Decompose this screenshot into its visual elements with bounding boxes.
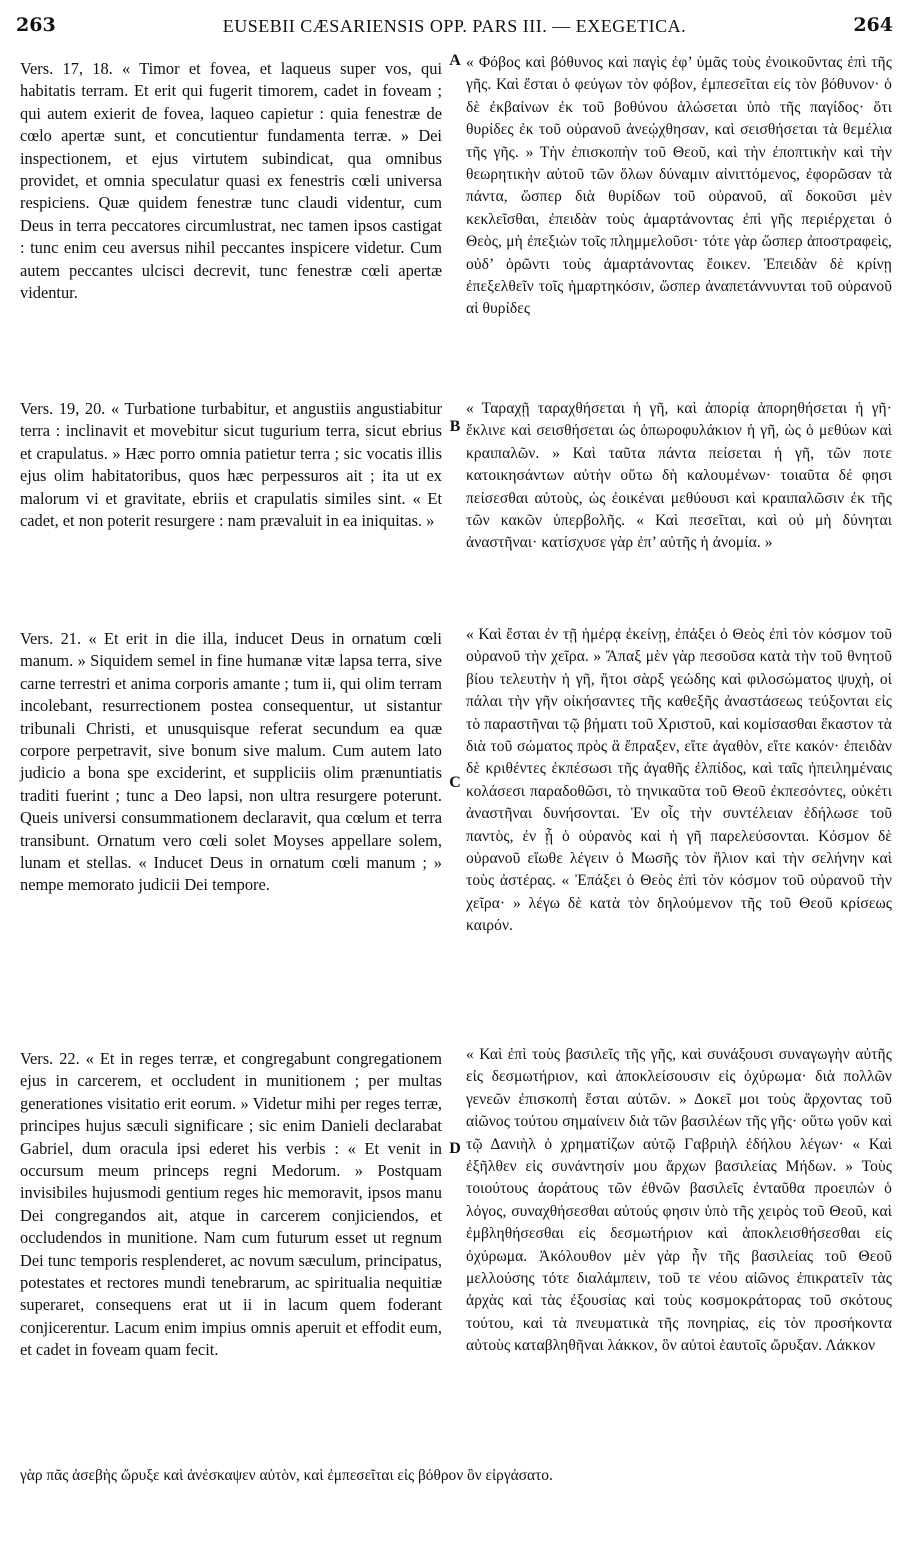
margin-marker-a: A	[449, 52, 461, 69]
latin-paragraph-vers-22: Vers. 22. « Et in reges terræ, et congregabunt congregationem ejus in carcerem, et occludent in munitionem ; per multas generationes visitatio erit eorum. » Videtur mihi per reges terræ, principes hujus sæculi significare ; sic enim Danieli declarabat Gabriel, dum oracula ipsi ederet his verbis : « Et venit in occursum meum princeps regni Medorum. » Postquam invisibiles hujusmodi gentium reges hic memoravit, ipsos manu Dei congregandos ait, atque in carcerem conjiciendos, et occludendos in munitione. Nam cum futurum esset ut regnum Dei tunc temporis resplenderet, ac novum sæculum, principatus, potestates et rectores mundi tenebrarum, ac spiritualia nequitiæ superaret, consequens erat ut ii in lacum quem foderant conjicerentur. Lacum enim impius omnis aperuit et effodit eum, et cadet in foveam quam fecit.	[20, 1049, 442, 1360]
greek-paragraph-4: « Καὶ ἐπὶ τοὺς βασιλεῖς τῆς γῆς, καὶ συνάξουσι συναγωγὴν αὐτῆς εἰς δεσμωτήριον, καὶ ἀποκλείσουσιν εἰς ὀχύρωμα· διὰ πολλῶν γενεῶν ἐπισκοπὴ ἔσται αὐτῶν. » Δοκεῖ μοι τοὺς ἄρχοντας τοῦ αἰῶνος τούτου σημαίνειν διὰ τῶν βασιλέων τῆς γῆς· οὕτω γοῦν καὶ τῷ Δανιὴλ ὁ χρηματίζων αὐτῷ Γαβριὴλ ἐδήλου λέγων· « Καὶ ἐξῆλθεν εἰς συνάντησίν μου ἄρχων βασιλείας Μήδων. » Τοὺς τοιούτους ἀοράτους τῶν ἐθνῶν βασιλεῖς ἐνταῦθα προειπὼν ὁ λόγος, συναχθήσεσθαι αὐτούς φησιν ὑπὸ τῆς χειρὸς τοῦ Θεοῦ, καὶ ἐμβληθήσεσθαι εἰς δεσμωτήριον καὶ ἀποκλεισθήσεσθαι εἰς ὀχύρωμα. Ἀκόλουθον μὲν γὰρ ἦν τῆς βασιλείας τοῦ Θεοῦ μελλούσης τότε διαλάμπειν, τοῦ τε νέου αἰῶνος ἐπικρατεῖν τὰς ἀρχὰς καὶ τὰς ἐξουσίας καὶ τοὺς κοσμοκράτορας τοῦ σκότους τούτου, καὶ τὰ πνευματικὰ τῆς πονηρίας, εἰς τὸν προσήκοντα αὐτοὺς καταβληθῆναι λάκκον, ὃν αὐτοὶ ἑαυτοῖς ὤρυξαν. Λάκκον	[466, 1046, 892, 1355]
page-number-left: 263	[16, 14, 56, 36]
running-header	[16, 10, 893, 44]
margin-marker-c: C	[449, 774, 461, 791]
running-title: EUSEBII CÆSARIENSIS OPP. PARS III. — EXEGETICA.	[222, 16, 687, 36]
greek-paragraph-2: « Ταραχῇ ταραχθήσεται ἡ γῆ, καὶ ἀπορίᾳ ἀπορηθήσεται ἡ γῆ· ἔκλινε καὶ σεισθήσεται ὡς ὀπωροφυλάκιον ἡ γῆ, ὡς ὁ μεθύων καὶ κραιπαλῶν. » Καὶ ταῦτα πάντα πείσεται ἡ γῆ, τῶν ποτε κατοικησάντων αὐτὴν οὕτω δὴ καλουμένων· τοιαῦτα δέ φησι πείσεσθαι αὐτοὺς, ὡς ἐοικέναι μεθύουσι καὶ κραιπαλῶσιν ἐκ τῆς τῶν κακῶν ὑπερβολῆς. « Καὶ πεσεῖται, καὶ οὐ μὴ δύνηται ἀναστῆναι· κατίσχυσε γὰρ ἐπ’ αὐτῆς ἡ ἀνομία. »	[466, 400, 892, 552]
page-number-right: 264	[853, 14, 893, 36]
latin-paragraph-vers-19-20: Vers. 19, 20. « Turbatione turbabitur, et angustiis angustiabitur terra : inclinavit et movebitur sicut tugurium terra, sicut ebrius et crapulatus. » Hæc porro omnia patietur terra ; sic vocatis illis ejus olim habitatoribus, quos hæc perpessuros ait ; ita ut ex malorum vi et gravitate, ebriis et crapulatis similes sint. « Et cadet, et non poterit resurgere : nam prævaluit in ea iniquitas. »	[20, 399, 442, 531]
margin-marker-d: D	[449, 1140, 461, 1157]
latin-paragraph-vers-21: Vers. 21. « Et erit in die illa, inducet Deus in ornatum cœli manum. » Siquidem semel in fine humanæ vitæ lapsa terra, sive carne terrestri et anima corporis amante ; tum ii, qui olim terram incolebant, resurrectionem postea consequentur, ut sistantur tribunali Christi, et unusquisque referat secundum ea quæ corpore perpetravit, sive bonum sive malum. Cum autem lato judicio a bona spe exciderint, et suppliciis olim prænuntiatis traditi fuerint ; tunc a Deo lapsi, non ultra resurgere poterunt. Queis universi consummationem declaravit, qua cœlum et terra transibunt. Ornatum vero cœli solet Moyses appellare solem, lunam et stellas. « Inducet Deus in ornatum cœli manum ; » nempe memorato judicii Dei tempore.	[20, 629, 442, 895]
latin-paragraph-vers-17-18: Vers. 17, 18. « Timor et fovea, et laqueus super vos, qui habitatis terram. Et erit qui fugerit timorem, cadet in foveam ; qui autem exierit de fovea, laqueo capietur : quia fenestræ de cœlo apertæ sunt, et concutientur fundamenta terræ. » Dei inspectionem, et ejus virtutem subindicat, qua omnibus providet, et omnia speculatur quasi ex fenestris cœli universa respiciens. Quæ quidem fenestræ tunc claudi videntur, cum Deus in terra peccatores circumlustrat, nec tamen ipsos castigat : tunc enim ceu aversus nihil peccantes inspicere videtur. Cum autem peccantes ulcisci decrevit, tunc fenestræ cœli apertæ videntur.	[20, 59, 442, 303]
greek-paragraph-1: « Φόβος καὶ βόθυνος καὶ παγὶς ἐφ’ ὑμᾶς τοὺς ἐνοικοῦντας ἐπὶ τῆς γῆς. Καὶ ἔσται ὁ φεύγων τὸν φόβον, ἐμπεσεῖται εἰς τὸν βόθυνον· ὁ δὲ ἐκβαίνων ἐκ τοῦ βοθύνου ἁλώσεται ὑπὸ τῆς παγίδος· ὅτι θυρίδες ἐκ τοῦ οὐρανοῦ ἀνεῴχθησαν, καὶ σεισθήσεται τὰ θεμέλια τῆς γῆς. » Τὴν ἐπισκοπὴν τοῦ Θεοῦ, καὶ τὴν ἐποπτικὴν καὶ τὴν θεωρητικὴν αὐτοῦ τῶν ὅλων δύναμιν αἰνιττόμενος, ἐφορῶσαν τὰ πάντα, ὥσπερ διὰ θυρίδων τοῦ οὐρανοῦ, αἳ δοκοῦσι μὲν κεκλεῖσθαι, ἐπειδὰν τοὺς ἁμαρτάνοντας ἐπὶ γῆς περιέρχεται ὁ Θεὸς, μὴ ἐπεξιὼν τοῖς πλημμελοῦσι· τότε γὰρ ὥσπερ ἀποστραφεὶς, οὐδ’ ὁρῶντι τοὺς ἁμαρτάνοντας ἔοικεν. Ἐπειδὰν δὲ κρίνῃ ἐπεξελθεῖν τοῖς ἡμαρτηκόσιν, ὥσπερ ἀναπετάννυνται τοῦ οὐρανοῦ αἱ θυρίδες	[466, 54, 892, 318]
full-width-last-line: γὰρ πᾶς ἀσεβὴς ὤρυξε καὶ ἀνέσκαψεν αὐτὸν, καὶ ἐμπεσεῖται εἰς βόθρον ὃν εἰργάσατο.	[20, 1467, 553, 1484]
greek-paragraph-3: « Καὶ ἔσται ἐν τῇ ἡμέρᾳ ἐκείνῃ, ἐπάξει ὁ Θεὸς ἐπὶ τὸν κόσμον τοῦ οὐρανοῦ τὴν χεῖρα. » Ἅπαξ μὲν γὰρ πεσοῦσα κατὰ τὴν τοῦ θνητοῦ βίου τελευτὴν ἡ γῆ, ἤτοι σὰρξ γεώδης καὶ φιλοσώματος ψυχὴ, οἱ πάλαι τὴν γῆν οἰκήσαντες τῆς καθεξῆς ἀναστάσεως τεύξονται εἰς τὸ παραστῆναι τῷ βήματι τοῦ Χριστοῦ, καὶ κομίσασθαι ἕκαστον τὰ διὰ τοῦ σώματος πρὸς ἃ ἔπραξεν, εἴτε ἀγαθὸν, εἴτε κακόν· ἐπειδὰν δὲ κριθέντες ἐκπέσωσι τῆς ἀγαθῆς ἐλπίδος, καὶ ταῖς ἠπειλημέναις κολάσεσι παραδοθῶσι, τὸ τηνικαῦτα τοῦ Θεοῦ ἐκπεσόντες, οὐκέτι ἀναστῆναι δυνήσονται. Ἐν οἷς τὴν συντέλειαν ἐδήλωσε τοῦ παντὸς, ἐν ᾗ ὁ οὐρανὸς καὶ ἡ γῆ παρελεύσονται. Κόσμον δὲ οὐρανοῦ εἴωθε λέγειν ὁ Μωσῆς τὸν ἥλιον καὶ τὴν σελήνην καὶ τοὺς ἀστέρας. « Ἐπάξει ὁ Θεὸς ἐπὶ τὸν κόσμον τοῦ οὐρανοῦ τὴν χεῖρα· » λέγω δὲ κατὰ τὸν δηλούμενον τῆς τοῦ Θεοῦ κρίσεως καιρόν.	[466, 626, 892, 935]
margin-marker-b: B	[449, 418, 461, 435]
